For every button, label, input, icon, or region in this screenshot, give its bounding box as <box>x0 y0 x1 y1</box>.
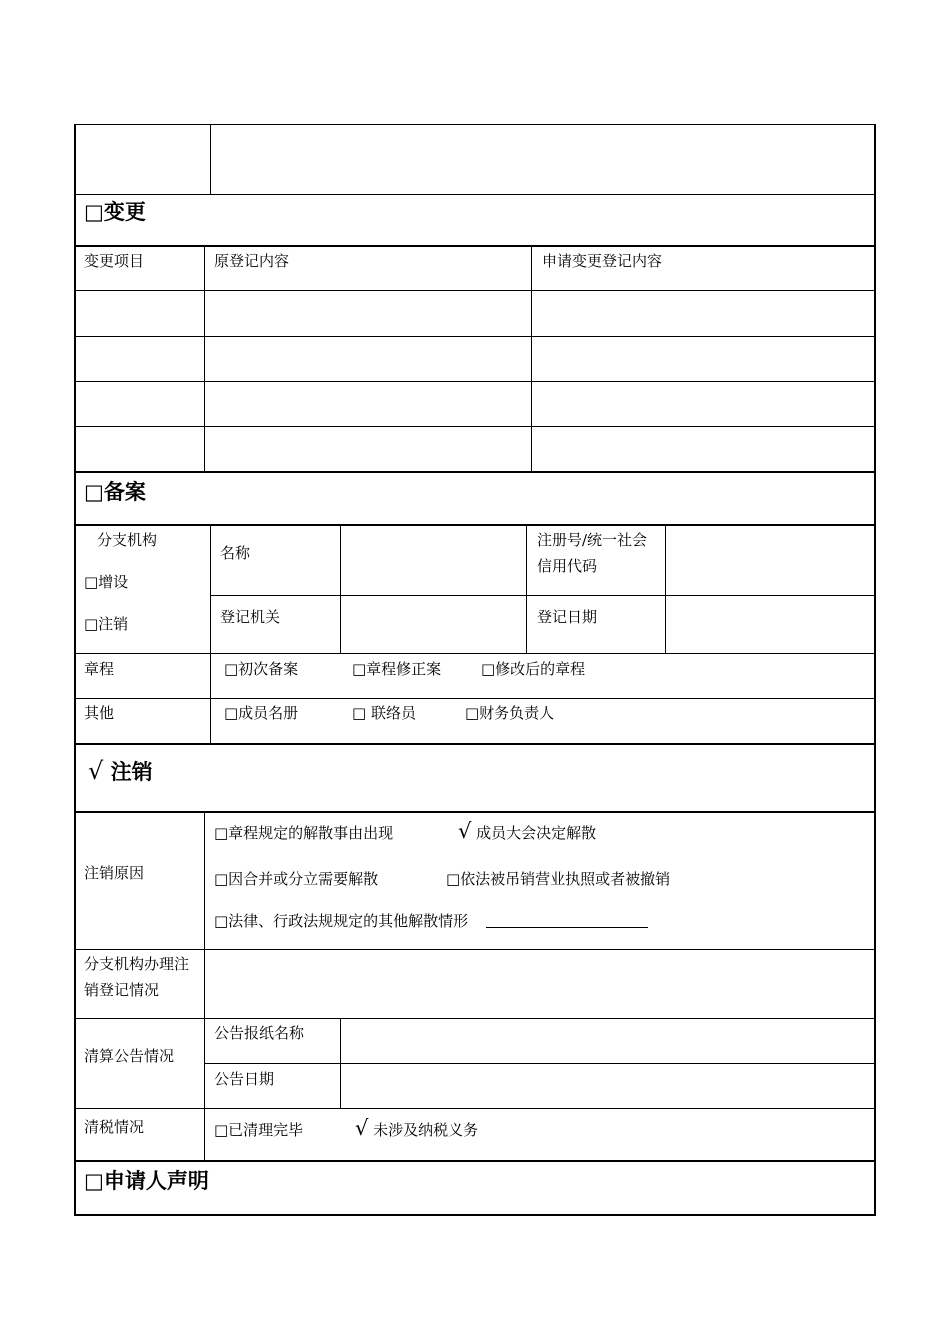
divider <box>74 336 876 337</box>
reg-no-label-2: 信用代码 <box>537 557 598 575</box>
divider <box>210 595 876 596</box>
tax-not-applicable-option[interactable]: √ 未涉及纳税义务 <box>355 1116 479 1140</box>
divider <box>74 524 876 526</box>
name-label: 名称 <box>220 544 251 562</box>
divider <box>74 743 876 745</box>
change-header-item: 变更项目 <box>84 252 145 270</box>
change-section-title: □变更 <box>84 199 146 224</box>
divider <box>531 247 532 472</box>
table-border-left <box>74 124 76 1216</box>
branch-cancel-checkbox[interactable]: □注销 <box>84 615 129 633</box>
charter-initial-checkbox[interactable]: □初次备案 <box>224 660 299 678</box>
authority-label: 登记机关 <box>220 608 281 626</box>
divider <box>340 526 341 653</box>
reason-assembly-option[interactable]: √ 成员大会决定解散 <box>458 819 597 843</box>
branch-label: 分支机构 <box>97 531 158 549</box>
check-mark-icon: √ <box>355 1116 369 1140</box>
divider <box>74 245 876 247</box>
table-border-right <box>874 124 876 1216</box>
divider <box>665 526 666 653</box>
member-roster-checkbox[interactable]: □成员名册 <box>224 704 299 722</box>
reason-other-blank[interactable] <box>486 927 648 928</box>
divider <box>74 426 876 427</box>
liaison-checkbox[interactable]: □ 联络员 <box>352 704 416 722</box>
reg-no-label: 注册号/统一社会 <box>537 531 648 549</box>
charter-label: 章程 <box>84 660 115 678</box>
divider <box>74 381 876 382</box>
charter-amendment-checkbox[interactable]: □章程修正案 <box>352 660 442 678</box>
divider <box>74 698 876 699</box>
table-border-top <box>74 124 876 125</box>
divider <box>204 247 205 472</box>
charter-revised-checkbox[interactable]: □修改后的章程 <box>481 660 586 678</box>
reg-date-label: 登记日期 <box>537 608 598 626</box>
finance-head-checkbox[interactable]: □财务负责人 <box>465 704 555 722</box>
liquidation-notice-label: 清算公告情况 <box>84 1047 175 1065</box>
reason-revoked-checkbox[interactable]: □依法被吊销营业执照或者被撤销 <box>446 870 671 888</box>
divider <box>74 290 876 291</box>
check-mark-icon: √ <box>458 819 472 843</box>
branch-add-checkbox[interactable]: □增设 <box>84 573 129 591</box>
divider <box>210 526 211 744</box>
divider <box>74 811 876 813</box>
divider <box>74 194 876 195</box>
branch-cancel-label-2: 销登记情况 <box>84 981 160 999</box>
tax-cleared-checkbox[interactable]: □已清理完毕 <box>214 1121 304 1139</box>
newspaper-name-label: 公告报纸名称 <box>214 1024 305 1042</box>
notice-date-label: 公告日期 <box>214 1070 275 1088</box>
change-header-new: 申请变更登记内容 <box>542 252 663 270</box>
branch-cancel-label: 分支机构办理注 <box>84 955 190 973</box>
divider <box>74 1018 876 1019</box>
divider <box>210 124 211 194</box>
divider <box>74 471 876 473</box>
reason-merger-checkbox[interactable]: □因合并或分立需要解散 <box>214 870 379 888</box>
divider <box>74 653 876 654</box>
divider <box>526 526 527 653</box>
declaration-section-title: □申请人声明 <box>84 1168 209 1193</box>
divider <box>74 1108 876 1109</box>
table-border-bottom <box>74 1214 876 1216</box>
reason-other-checkbox[interactable]: □法律、行政法规规定的其他解散情形 <box>214 912 469 930</box>
divider <box>74 1160 876 1162</box>
tax-clearance-label: 清税情况 <box>84 1118 145 1136</box>
cancel-section-title: √ 注销 <box>88 757 153 785</box>
cancel-reason-label: 注销原因 <box>84 864 145 882</box>
reason-charter-checkbox[interactable]: □章程规定的解散事由出现 <box>214 824 394 842</box>
divider <box>74 949 876 950</box>
change-header-original: 原登记内容 <box>214 252 290 270</box>
other-label: 其他 <box>84 704 115 722</box>
filing-section-title: □备案 <box>84 479 146 504</box>
divider <box>204 1063 876 1064</box>
